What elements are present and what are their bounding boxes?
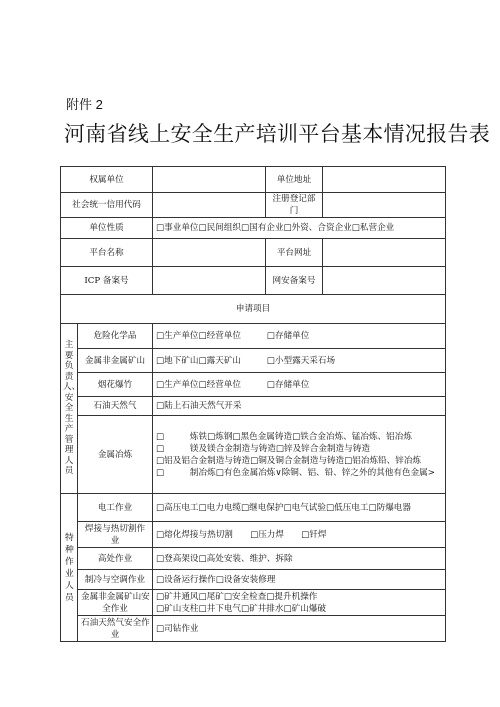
special-item-name: 电工作业 — [78, 494, 153, 522]
mine-safety-name-line: 金属非金属矿山安 — [81, 591, 150, 602]
unit-nature-options[interactable]: □事业单位□民间组织□国有企业□外资、合资企业□私营企业 — [153, 218, 446, 239]
platform-name-value[interactable] — [153, 239, 266, 267]
metallurgy-option-line: □ 镁及镁合金制造与铸造□锌及锌合金制造与铸造 — [156, 443, 370, 454]
metallurgy-name: 金属冶炼 — [78, 416, 153, 494]
principal-row — [61, 324, 446, 349]
registration-dept-label: 注册登记部门 — [266, 193, 323, 218]
owner-unit-value[interactable] — [153, 167, 266, 193]
unit-address-value[interactable] — [323, 167, 446, 193]
row-unit-nature — [61, 218, 446, 239]
metallurgy-option-line: □ 炼铁□炼钢□黑色金属铸造□铁合金冶炼、锰冶炼、铝冶炼 — [156, 431, 412, 442]
unit-address-label: 单位地址 — [266, 167, 323, 193]
row-application-heading — [61, 295, 446, 324]
principal-item-name: 金属非金属矿山 — [78, 349, 153, 373]
principal-item-options[interactable]: □生产单位□经营单位 □存储单位 — [153, 324, 446, 349]
special-item-options[interactable]: □登高架设□高处安装、维护、拆除 — [153, 548, 446, 570]
metallurgy-options[interactable] — [153, 416, 446, 494]
oil-gas-safety-name-line: 业 — [110, 629, 120, 640]
principal-item-name: 烟花爆竹 — [78, 373, 153, 397]
mine-safety-option-line: □矿井通风□尾矿□安全检查□提升机操作 — [156, 591, 318, 602]
row-owner-unit — [61, 167, 446, 193]
mine-safety-options[interactable] — [153, 590, 446, 616]
mine-safety-row — [61, 590, 446, 616]
mine-safety-name-line: 全作业 — [102, 603, 128, 614]
special-row — [61, 522, 446, 548]
oil-gas-safety-options[interactable]: □司钻作业 — [153, 616, 446, 642]
principal-row — [61, 373, 446, 397]
special-section-label: 特种作业人员 — [61, 494, 78, 642]
oil-gas-safety-name-line: 石油天然气安全作 — [81, 617, 150, 628]
credit-code-label: 社会统一信用代码 — [61, 193, 153, 218]
principal-section-label: 主要负责人、安全生产管理人员 — [61, 324, 78, 494]
special-row — [61, 494, 446, 522]
metallurgy-row — [61, 416, 446, 494]
metallurgy-option-line: □铝及铝合金制造与铸造□铜及铜合金制造与铸造□铝冶炼铅、锌冶炼 — [156, 455, 422, 466]
mine-safety-name — [78, 590, 153, 616]
special-item-options[interactable]: □高压电工□电力电缆□继电保护□电气试验□低压电工□防爆电器 — [153, 494, 446, 522]
row-icp-number — [61, 267, 446, 295]
icp-number-label: ICP 备案号 — [61, 267, 153, 295]
public-security-number-label: 网安备案号 — [266, 267, 323, 295]
unit-nature-label: 单位性质 — [61, 218, 153, 239]
application-heading: 申请项目 — [61, 295, 446, 324]
principal-item-name: 石油天然气 — [78, 397, 153, 416]
platform-url-label: 平台网址 — [266, 239, 323, 267]
attachment-label: 附件 2 — [66, 97, 103, 112]
registration-dept-value[interactable] — [323, 193, 446, 218]
principal-item-options[interactable]: □地下矿山□露天矿山 □小型露天采石场 — [153, 349, 446, 373]
special-row — [61, 548, 446, 570]
report-form-table — [60, 166, 446, 642]
oil-gas-safety-row — [61, 616, 446, 642]
platform-name-label: 平台名称 — [61, 239, 153, 267]
principal-row — [61, 349, 446, 373]
principal-item-name: 危险化学品 — [78, 324, 153, 349]
special-item-options[interactable]: □设备运行操作□设备安装修理 — [153, 570, 446, 590]
mine-safety-option-line: □矿山支柱□井下电气□矿井排水□矿山爆破 — [156, 603, 326, 614]
special-item-options[interactable]: □熔化焊接与热切割 □压力焊 □钎焊 — [153, 522, 446, 548]
special-row — [61, 570, 446, 590]
principal-item-options[interactable]: □陆上石油天然气开采 — [153, 397, 446, 416]
public-security-number-value[interactable] — [323, 267, 446, 295]
row-platform-name — [61, 239, 446, 267]
special-item-name: 高处作业 — [78, 548, 153, 570]
icp-number-value[interactable] — [153, 267, 266, 295]
row-credit-code — [61, 193, 446, 218]
credit-code-value[interactable] — [153, 193, 266, 218]
owner-unit-label: 权属单位 — [61, 167, 153, 193]
platform-url-value[interactable] — [323, 239, 446, 267]
principal-item-options[interactable]: □生产单位□经营单位 □存储单位 — [153, 373, 446, 397]
oil-gas-safety-name — [78, 616, 153, 642]
page-title: 河南省线上安全生产培训平台基本情况报告表 — [64, 122, 490, 146]
special-item-name: 制冷与空调作业 — [78, 570, 153, 590]
principal-row — [61, 397, 446, 416]
metallurgy-option-line: □ 制冶炼□有色金属冶炼∨除铜、铝、铅、锌之外的其他有色金属> — [156, 467, 435, 478]
special-item-name: 焊接与热切割作业 — [78, 522, 153, 548]
